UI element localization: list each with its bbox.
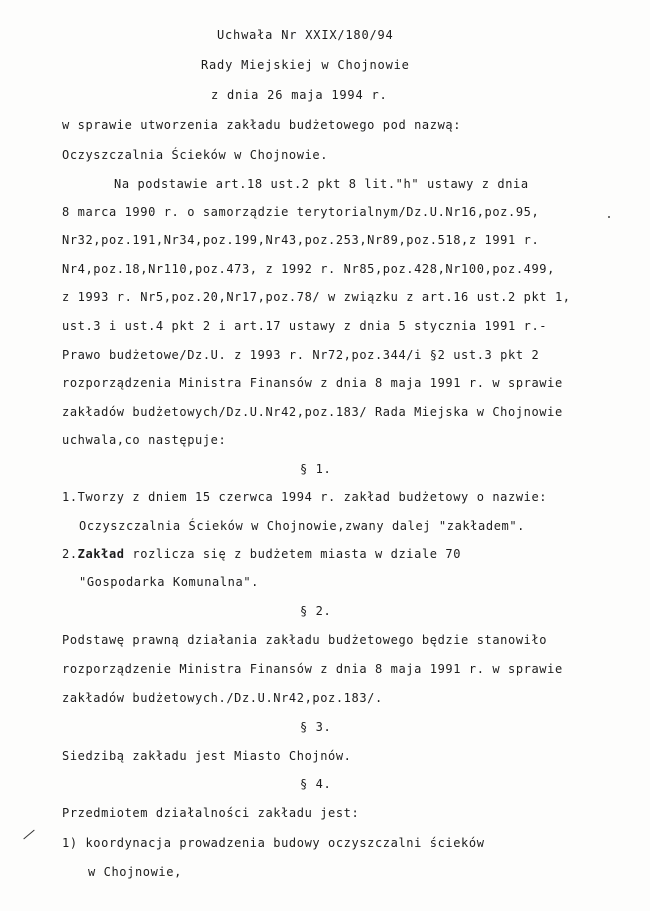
preamble-line: Prawo budżetowe/Dz.U. z 1993 r. Nr72,poz.344/i §2 ust.3 pkt 2 bbox=[62, 348, 540, 362]
section-1-item-2-line-1 bbox=[62, 547, 461, 561]
resolution-title: Uchwała Nr XXIX/180/94 bbox=[217, 28, 394, 42]
section-3-text: Siedzibą zakładu jest Miasto Chojnów. bbox=[62, 749, 352, 763]
section-1-item-2-bold-word: Zakład bbox=[77, 547, 125, 561]
section-4-intro: Przedmiotem działalności zakładu jest: bbox=[62, 806, 360, 820]
scan-speck bbox=[608, 216, 610, 218]
resolution-date: z dnia 26 maja 1994 r. bbox=[211, 88, 388, 102]
council-name: Rady Miejskiej w Chojnowie bbox=[201, 58, 410, 72]
section-3-heading: § 3. bbox=[300, 720, 332, 734]
subject-line-2: Oczyszczalnia Ścieków w Chojnowie. bbox=[62, 148, 329, 162]
section-2-line: zakładów budżetowych./Dz.U.Nr42,poz.183/. bbox=[62, 691, 383, 705]
preamble-line: zakładów budżetowych/Dz.U.Nr42,poz.183/ Rada Miejska w Chojnowie bbox=[62, 405, 563, 419]
preamble-line: Na podstawie art.18 ust.2 pkt 8 lit."h" ustawy z dnia bbox=[114, 177, 529, 191]
section-1-item-2-number: 2. bbox=[62, 547, 78, 561]
preamble-line: Nr4,poz.18,Nr110,poz.473, z 1992 r. Nr85,poz.428,Nr100,poz.499, bbox=[62, 262, 555, 276]
subject-line-1: w sprawie utworzenia zakładu budżetowego pod nazwą: bbox=[62, 118, 462, 132]
section-4-item-1-line-1: 1) koordynacja prowadzenia budowy oczyszczalni ścieków bbox=[62, 836, 485, 850]
section-4-item-1-line-2: w Chojnowie, bbox=[88, 865, 182, 879]
section-1-item-1-line-1: 1.Tworzy z dniem 15 czerwca 1994 r. zakład budżetowy o nazwie: bbox=[62, 490, 548, 504]
preamble-line: 8 marca 1990 r. o samorządzie terytorialnym/Dz.U.Nr16,poz.95, bbox=[62, 205, 540, 219]
section-1-heading: § 1. bbox=[300, 462, 332, 476]
margin-pen-mark bbox=[23, 830, 34, 840]
section-1-item-2-line-2: "Gospodarka Komunalna". bbox=[79, 575, 259, 589]
section-2-line: Podstawę prawną działania zakładu budżetowego będzie stanowiło bbox=[62, 633, 548, 647]
preamble-line: rozporządzenia Ministra Finansów z dnia 8 maja 1991 r. w sprawie bbox=[62, 376, 563, 390]
section-2-line: rozporządzenie Ministra Finansów z dnia 8 maja 1991 r. w sprawie bbox=[62, 662, 563, 676]
section-1-item-2-rest: rozlicza się z budżetem miasta w dziale 70 bbox=[124, 547, 462, 561]
preamble-line: ust.3 i ust.4 pkt 2 i art.17 ustawy z dnia 5 stycznia 1991 r.- bbox=[62, 319, 548, 333]
preamble-line: z 1993 r. Nr5,poz.20,Nr17,poz.78/ w związku z art.16 ust.2 pkt 1, bbox=[62, 290, 571, 304]
preamble-line: Nr32,poz.191,Nr34,poz.199,Nr43,poz.253,Nr89,poz.518,z 1991 r. bbox=[62, 233, 540, 247]
preamble-line: uchwala,co następuje: bbox=[62, 433, 227, 447]
section-2-heading: § 2. bbox=[300, 604, 332, 618]
section-4-heading: § 4. bbox=[300, 777, 332, 791]
section-1-item-1-line-2: Oczyszczalnia Ścieków w Chojnowie,zwany dalej "zakładem". bbox=[79, 519, 526, 533]
